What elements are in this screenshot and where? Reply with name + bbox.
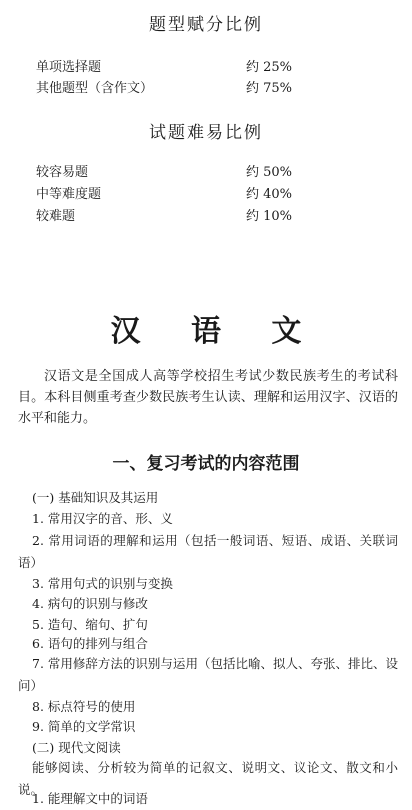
difficulty-ratio-label: 较难题 (36, 209, 76, 224)
subject-title: 汉 语 文 (110, 314, 322, 349)
content-item: (二) 现代文阅读 (32, 740, 121, 755)
type-ratio-row (36, 56, 376, 75)
content-item: 4. 病句的识别与修改 (32, 596, 148, 611)
difficulty-ratio-title: 试题难易比例 (149, 123, 263, 143)
chapter-title: 一、复习考试的内容范围 (112, 454, 300, 474)
type-ratio-label: 单项选择题 (36, 60, 102, 75)
content-item: 能够阅读、分析较为简单的记叙文、说明文、议论文、散文和小说。 (18, 760, 398, 797)
type-ratio-value: 约 25% (246, 60, 293, 75)
content-item: 5. 造句、缩句、扩句 (32, 617, 148, 632)
difficulty-ratio-row (36, 205, 376, 224)
difficulty-ratio-value: 约 10% (246, 209, 293, 224)
difficulty-ratio-value: 约 50% (246, 165, 293, 180)
content-item: 1. 能理解文中的词语 (32, 791, 148, 806)
type-ratio-value: 约 75% (246, 81, 293, 96)
content-item: 9. 简单的文学常识 (32, 719, 136, 734)
type-ratio-row (36, 77, 376, 96)
content-item: 8. 标点符号的使用 (32, 699, 136, 714)
content-item: 6. 语句的排列与组合 (32, 636, 148, 651)
difficulty-ratio-row (36, 183, 376, 202)
type-ratio-label: 其他题型（含作文） (36, 81, 154, 96)
type-ratio-title: 题型赋分比例 (149, 15, 263, 35)
difficulty-ratio-value: 约 40% (246, 187, 293, 202)
content-item: 7. 常用修辞方法的识别与运用（包括比喻、拟人、夸张、排比、设问） (18, 656, 398, 693)
content-item: 3. 常用句式的识别与变换 (32, 576, 173, 591)
difficulty-ratio-label: 中等难度题 (36, 187, 102, 202)
content-item: 2. 常用词语的理解和运用（包括一般词语、短语、成语、关联词语） (18, 533, 398, 570)
content-item: 1. 常用汉字的音、形、义 (32, 511, 173, 526)
difficulty-ratio-label: 较容易题 (36, 165, 89, 180)
content-item: (一) 基础知识及其运用 (32, 490, 159, 505)
difficulty-ratio-row (36, 161, 376, 180)
subject-intro: 汉语文是全国成人高等学校招生考试少数民族考生的考试科目。本科目侧重考查少数民族考生认读、理解和运用汉字、汉语的水平和能力。 (18, 369, 398, 426)
